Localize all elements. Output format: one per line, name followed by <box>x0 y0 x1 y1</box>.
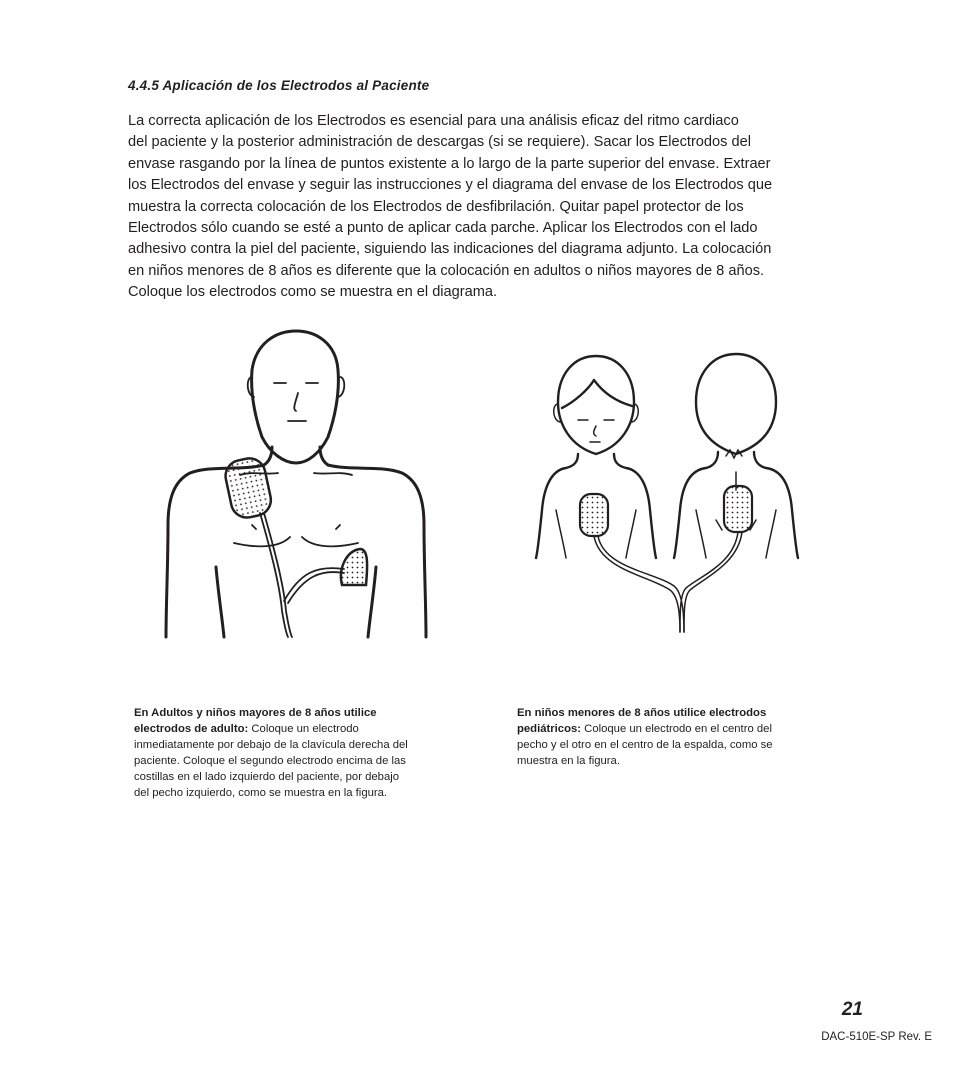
child-front-chest-electrode-pad <box>580 494 608 536</box>
caption-bold: En Adultos y niños mayores de 8 años utilice <box>134 707 377 719</box>
child-front-right-arm <box>626 510 636 558</box>
caption-text: costillas en el lado izquierdo del paciente, por debajo <box>134 771 400 783</box>
child-back-left-body <box>674 452 718 558</box>
adult-electrode-cable <box>264 513 292 637</box>
body-line: envase rasgando por la línea de puntos existente a lo largo de la parte superior del envase. Extraer <box>128 155 771 172</box>
caption-text: inmediatamente por debajo de la clavícula derecha del <box>134 739 408 751</box>
caption-text: muestra en la figura. <box>517 755 620 767</box>
child-electrode-cable <box>598 536 684 632</box>
body-line: adhesivo contra la piel del paciente, siguiendo las indicaciones del diagrama adjunto. La colocación <box>128 241 772 258</box>
caption-bold: electrodos de adulto: <box>134 723 249 735</box>
adult-electrode-placement-illustration <box>160 325 432 655</box>
section-heading: 4.4.5 Aplicación de los Electrodos al Paciente <box>128 78 430 93</box>
document-code: DAC-510E-SP Rev. E <box>821 1031 932 1043</box>
child-front-hair <box>562 380 632 408</box>
caption-text: Coloque un electrodo <box>248 723 359 735</box>
page-number: 21 <box>841 999 863 1020</box>
child-back-head <box>696 354 776 454</box>
child-front-left-body <box>536 454 578 558</box>
child-back-right-arm <box>766 510 776 558</box>
caption-line <box>517 753 773 769</box>
child-back-electrode-pad <box>724 486 752 532</box>
child-front-right-body <box>614 454 656 558</box>
caption-line <box>134 705 408 721</box>
adult-neck-right <box>320 447 328 465</box>
caption-bold: pediátricos: <box>517 723 582 735</box>
adult-left-pectoral <box>234 537 290 546</box>
child-electrode-cable <box>594 536 680 632</box>
caption-line <box>134 721 408 737</box>
body-line: los Electrodos del envase y seguir las instrucciones y el diagrama del envase de los Electrodos que <box>128 177 773 194</box>
caption-text: del pecho izquierdo, como se muestra en la figura. <box>134 787 388 799</box>
body-line: del paciente y la posterior administración de descargas (si se requiere). Sacar los Electrodos del <box>128 134 751 151</box>
child-caption <box>517 705 773 769</box>
caption-bold: En niños menores de 8 años utilice electrodos <box>517 707 767 719</box>
adult-neck-left <box>264 447 272 465</box>
caption-line <box>134 753 408 769</box>
body-line: La correcta aplicación de los Electrodos es esencial para una análisis eficaz del ritmo cardiaco <box>128 113 739 129</box>
child-electrode-cable <box>680 532 738 632</box>
caption-line <box>134 769 408 785</box>
caption-line <box>517 721 773 737</box>
caption-text: Coloque un electrodo en el centro del <box>581 723 772 735</box>
caption-line <box>517 737 773 753</box>
caption-line <box>134 737 408 753</box>
child-front-left-arm <box>556 510 566 558</box>
adult-nose <box>294 393 298 411</box>
child-back-right-body <box>754 452 798 558</box>
child-nose <box>594 426 596 436</box>
adult-right-inner-arm <box>368 567 376 637</box>
caption-line <box>517 705 773 721</box>
adult-right-pectoral <box>302 537 358 546</box>
child-electrode-placement-illustration <box>530 350 812 640</box>
child-back-left-arm <box>696 510 706 558</box>
adult-electrode-cable <box>288 572 344 603</box>
body-line: en niños menores de 8 años es diferente que la colocación en adultos o niños mayores de 8 años. <box>128 262 765 279</box>
adult-left-inner-arm <box>216 567 224 637</box>
body-line: Electrodos sólo cuando se esté a punto de aplicar cada parche. Aplicar los Electrodos con el lado <box>128 220 758 237</box>
adult-right-nipple <box>336 525 340 529</box>
caption-text: paciente. Coloque el segundo electrodo encima de las <box>134 755 406 767</box>
body-line: muestra la correcta colocación de los Electrodos de desfibrilación. Quitar papel protector de los <box>128 198 744 215</box>
adult-head <box>252 331 339 463</box>
adult-lower-left-electrode-pad <box>341 549 367 585</box>
body-line: Coloque los electrodos como se muestra en el diagrama. <box>128 284 498 301</box>
adult-right-clavicle <box>314 473 352 475</box>
adult-electrode-cable <box>260 513 288 637</box>
caption-text: pecho y el otro en el centro de la espalda, como se <box>517 739 773 751</box>
adult-caption <box>134 705 408 801</box>
child-back-shoulder-blade-left <box>716 520 722 530</box>
adult-right-shoulder-arm <box>328 465 426 637</box>
caption-line <box>134 785 408 801</box>
body-paragraph <box>128 111 828 304</box>
adult-left-nipple <box>252 525 256 529</box>
